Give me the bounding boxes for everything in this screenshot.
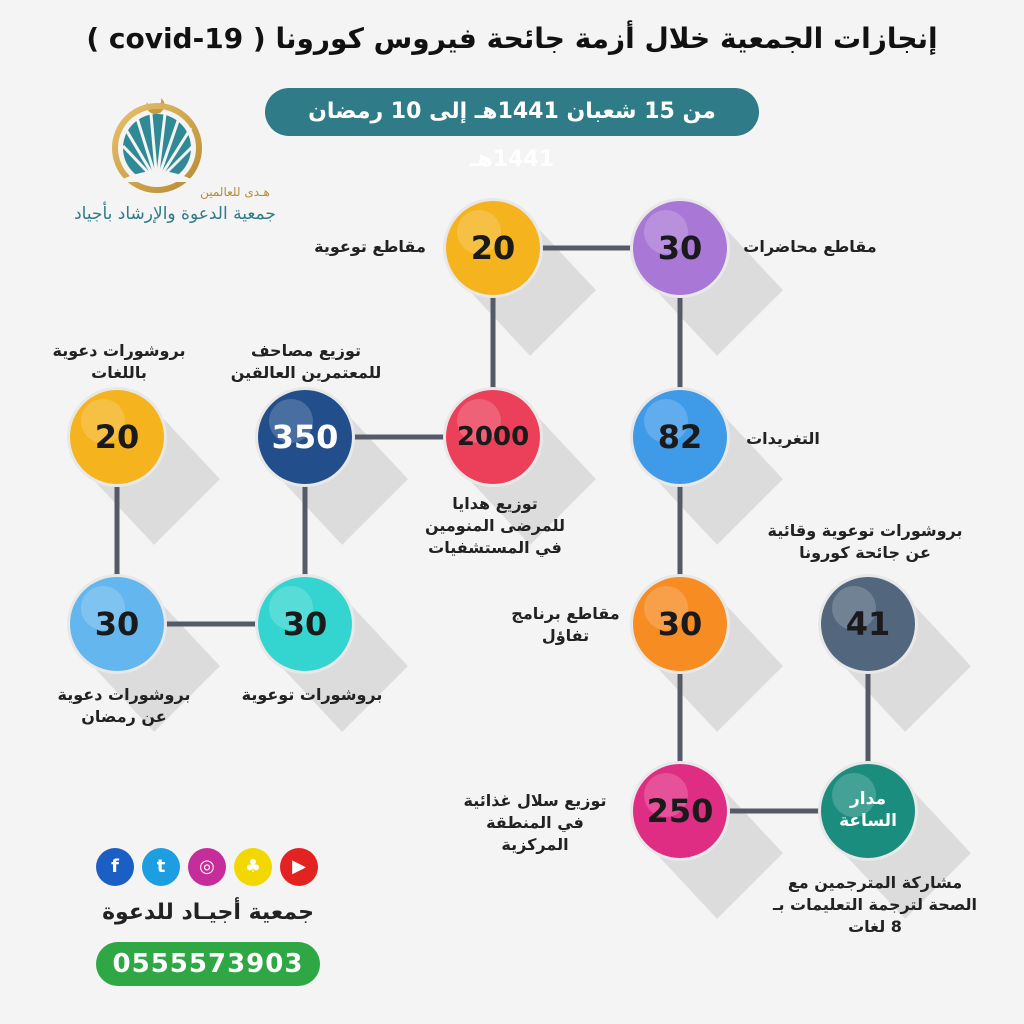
label-awareness-brochures: بروشورات توعوية xyxy=(241,685,383,704)
label-translators: مشاركة المترجمين مع الصحة لترجمة التعليمات بـ 8 لغات xyxy=(772,873,978,936)
label-lectures-clips: مقاطع محاضرات xyxy=(743,237,877,256)
page-title: إنجازات الجمعية خلال أزمة جائحة فيروس كورونا ( covid-19 ) xyxy=(86,22,938,55)
svg-text:هـدى للعالمين: هـدى للعالمين xyxy=(200,185,270,199)
label-ramadan-brochures: بروشورات دعوية عن رمضان xyxy=(57,685,191,726)
twitter-icon[interactable]: t xyxy=(142,848,180,886)
stat-value-patient-gifts: 2000 xyxy=(456,422,530,452)
label-food-baskets: توزيع سلال غذائية في المنطقة المركزية xyxy=(463,791,607,854)
stat-value-language-brochures: 20 xyxy=(94,418,140,456)
label-language-brochures: بروشورات دعوية باللغات xyxy=(52,341,186,382)
logo-caption: جمعية الدعوة والإرشاد بأجياد xyxy=(74,204,276,224)
stat-value-quran-distribution: 350 xyxy=(271,418,339,456)
youtube-icon[interactable]: ▶ xyxy=(280,848,318,886)
label-tafaul-clips: مقاطع برنامج تفاؤل xyxy=(511,604,620,645)
snapchat-icon[interactable]: ♣ xyxy=(234,848,272,886)
phone-number[interactable]: 0555573903 xyxy=(96,942,320,986)
stat-value-corona-brochures: 41 xyxy=(845,605,891,643)
label-quran-distribution: توزيع مصاحف للمعتمرين العالقين xyxy=(230,341,382,382)
stat-value-ramadan-brochures: 30 xyxy=(94,605,140,643)
stat-value-tweets: 82 xyxy=(657,418,703,456)
stat-value-tafaul-clips: 30 xyxy=(657,605,703,643)
stat-value-awareness-clips: 20 xyxy=(470,229,516,267)
instagram-icon[interactable]: ◎ xyxy=(188,848,226,886)
social-links xyxy=(96,848,320,886)
stat-value-translators: مدار الساعة xyxy=(839,789,897,831)
label-patient-gifts: توزيع هدايا للمرضى المنومين في المستشفيات xyxy=(424,494,566,557)
facebook-icon[interactable]: f xyxy=(96,848,134,886)
label-awareness-clips: مقاطع توعوية xyxy=(314,237,426,256)
footer-org-name: جمعية أجيـاد للدعوة xyxy=(102,900,314,925)
date-range-badge: من 15 شعبان 1441هـ إلى 10 رمضان 1441هـ xyxy=(265,88,759,136)
stat-value-food-baskets: 250 xyxy=(646,792,714,830)
stat-value-awareness-brochures: 30 xyxy=(282,605,328,643)
label-corona-brochures: بروشورات توعوية وقائية عن جائحة كورونا xyxy=(767,521,963,562)
label-tweets: التغريدات xyxy=(746,429,820,448)
stat-value-lectures-clips: 30 xyxy=(657,229,703,267)
